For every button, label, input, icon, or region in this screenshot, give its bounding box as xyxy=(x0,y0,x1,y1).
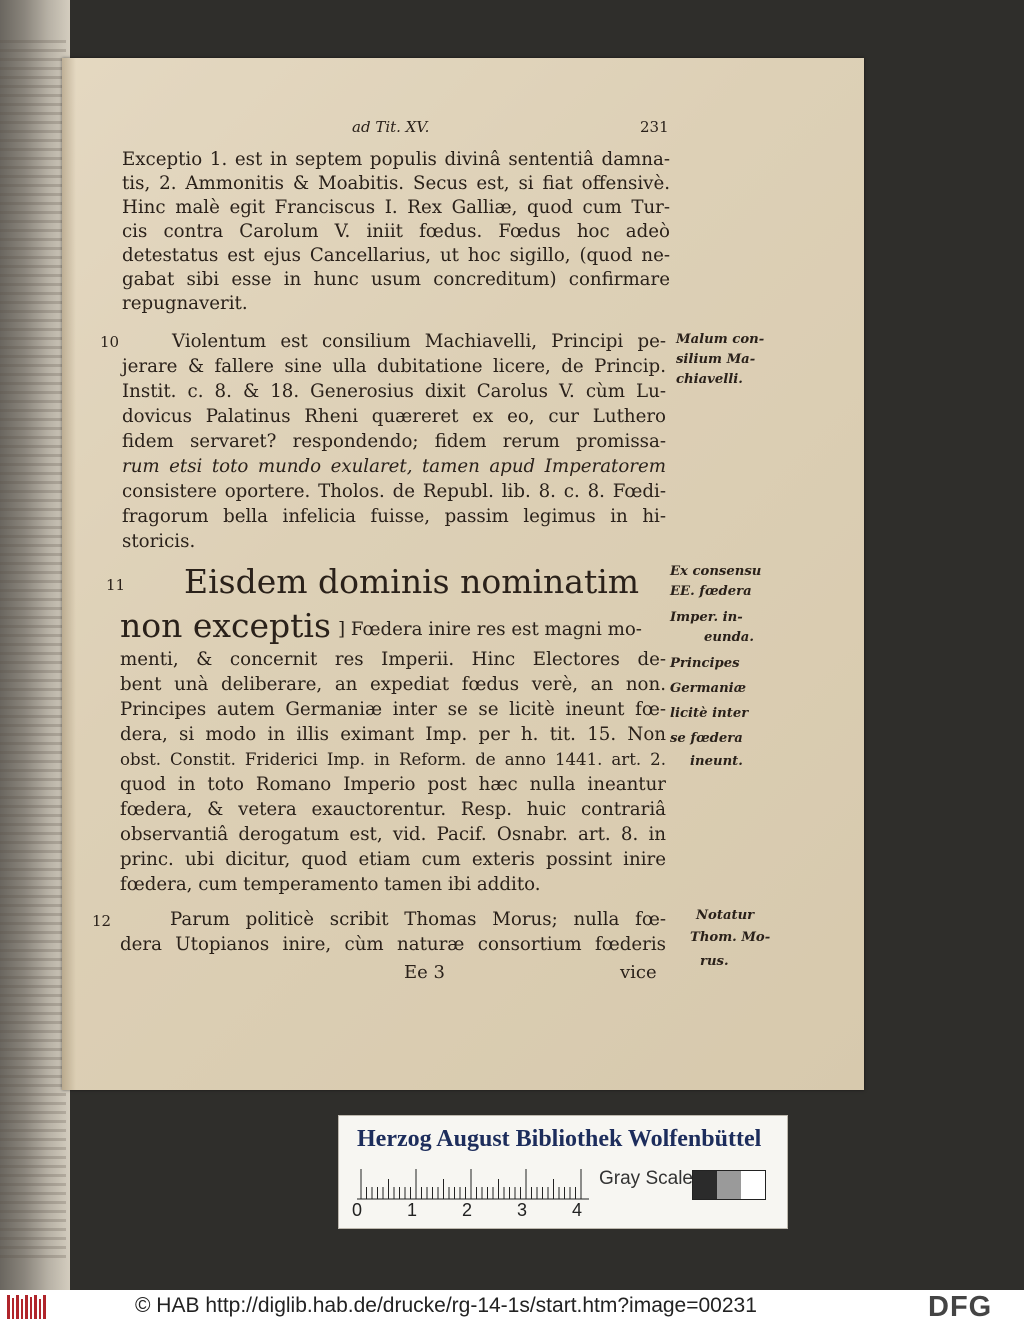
text-line: detestatus est ejus Cancellarius, ut hoc sigillo, (quod ne- xyxy=(122,245,670,266)
margin-note: licitè inter xyxy=(670,706,749,721)
text-line: tis, 2. Ammonitis & Moabitis. Secus est, si fiat offensivè. xyxy=(122,173,670,194)
text-line: fidem servaret? respondendo; fidem rerum promissa- xyxy=(122,431,666,452)
text-line: obst. Constit. Friderici Imp. in Reform. de anno 1441. art. 2. xyxy=(120,750,666,769)
ruler-number: 3 xyxy=(517,1200,528,1220)
adjacent-page-edge xyxy=(0,40,66,1260)
text-line: fœdera, & vetera exauctorentur. Resp. huic contrariâ xyxy=(120,799,666,820)
paragraph-number: 11 xyxy=(106,576,126,594)
footer-bar xyxy=(0,1290,1024,1325)
text-line: princ. ubi dicitur, quod etiam cum exteris possint inire xyxy=(120,849,666,870)
margin-note: Thom. Mo- xyxy=(690,930,771,945)
margin-note: Ex consensu xyxy=(670,564,762,579)
text-line: Exceptio 1. est in septem populis divinâ sententiâ damna- xyxy=(122,149,670,170)
text-line: fragorum bella infelicia fuisse, passim legimus in hi- xyxy=(122,506,666,527)
ruler-number: 0 xyxy=(352,1200,363,1220)
margin-note: silium Ma- xyxy=(676,352,756,367)
library-name: Herzog August Bibliothek Wolfenbüttel xyxy=(357,1126,762,1152)
text-line: storicis. xyxy=(122,531,196,552)
text-line: fœdera, cum temperamento tamen ibi addito. xyxy=(120,874,541,895)
text-line: gabat sibi esse in hunc usum concreditum) confirmare xyxy=(122,269,670,290)
gray-scale-label: Gray Scale xyxy=(599,1168,693,1189)
margin-note: Germaniæ xyxy=(670,681,746,696)
text-line: ] Fœdera inire res est magni mo- xyxy=(338,619,642,640)
margin-note: Notatur xyxy=(696,908,755,923)
text-line: Instit. c. 8. & 18. Generosius dixit Carolus V. cùm Lu- xyxy=(122,381,666,402)
text-line: bent unà deliberare, an expediat fœdus verè, an non. xyxy=(120,674,666,695)
copyright-url[interactable]: © HAB http://diglib.hab.de/drucke/rg-14-1s/start.htm?image=00231 xyxy=(135,1294,757,1317)
library-scan-label xyxy=(338,1115,788,1229)
ruler-number: 4 xyxy=(572,1200,583,1220)
gray-scale-swatches xyxy=(692,1170,766,1200)
text-line: consistere oportere. Tholos. de Republ. lib. 8. c. 8. Fœdi- xyxy=(122,481,666,502)
lemma-heading-continued: non exceptis xyxy=(120,606,331,645)
ruler-number: 1 xyxy=(407,1200,418,1220)
gray-swatch-dark xyxy=(693,1171,717,1199)
hab-logo-icon xyxy=(6,1293,50,1321)
dfg-logo: DFG xyxy=(928,1291,993,1323)
margin-note: Malum con- xyxy=(676,332,765,347)
page-number: 231 xyxy=(640,118,669,136)
text-line: Hinc malè egit Franciscus I. Rex Galliæ, quod cum Tur- xyxy=(122,197,670,218)
text-line: cis contra Carolum V. iniit fœdus. Fœdus hoc adeò xyxy=(122,221,670,242)
text-line: dera, si modo in illis eximant Imp. per h. tit. 15. Non xyxy=(120,724,666,745)
text-line: observantiâ derogatum est, vid. Pacif. Osnabr. art. 8. in xyxy=(120,824,666,845)
text-line: jerare & fallere sine ulla dubitatione licere, de Princip. xyxy=(122,356,666,377)
gray-swatch-mid xyxy=(717,1171,741,1199)
running-head: ad Tit. XV. xyxy=(352,118,430,136)
page-gutter-shadow xyxy=(62,58,76,1090)
text-line: dera Utopianos inire, cùm naturæ consortium fœderis xyxy=(120,934,666,955)
ruler-number: 2 xyxy=(462,1200,473,1220)
text-line: repugnaverit. xyxy=(122,293,248,314)
text-line: Parum politicè scribit Thomas Morus; nulla fœ- xyxy=(170,909,666,930)
ruler-scale xyxy=(357,1166,589,1200)
margin-note: se fœdera xyxy=(670,731,743,746)
lemma-heading: Eisdem dominis nominatim xyxy=(184,562,640,601)
paragraph-number: 10 xyxy=(100,333,120,351)
catchword: vice xyxy=(620,962,657,983)
signature-mark: Ee 3 xyxy=(404,962,445,983)
margin-note: Imper. in- xyxy=(670,610,743,625)
text-line: dovicus Palatinus Rheni quæreret ex eo, cur Luthero xyxy=(122,406,666,427)
margin-note: EE. fœdera xyxy=(670,584,752,599)
paragraph-number: 12 xyxy=(92,912,112,930)
text-line: Principes autem Germaniæ inter se se licitè ineunt fœ- xyxy=(120,699,666,720)
margin-note: Principes xyxy=(670,656,740,671)
text-line: quod in toto Romano Imperio post hæc nulla ineantur xyxy=(120,774,666,795)
margin-note: eunda. xyxy=(704,630,754,645)
text-line: Violentum est consilium Machiavelli, Principi pe- xyxy=(172,331,666,352)
margin-note: rus. xyxy=(700,954,729,969)
margin-note: chiavelli. xyxy=(676,372,743,387)
gray-swatch-light xyxy=(741,1171,765,1199)
text-line: rum etsi toto mundo exularet, tamen apud Imperatorem xyxy=(122,456,666,477)
text-line: menti, & concernit res Imperii. Hinc Electores de- xyxy=(120,649,666,670)
margin-note: ineunt. xyxy=(690,754,743,769)
